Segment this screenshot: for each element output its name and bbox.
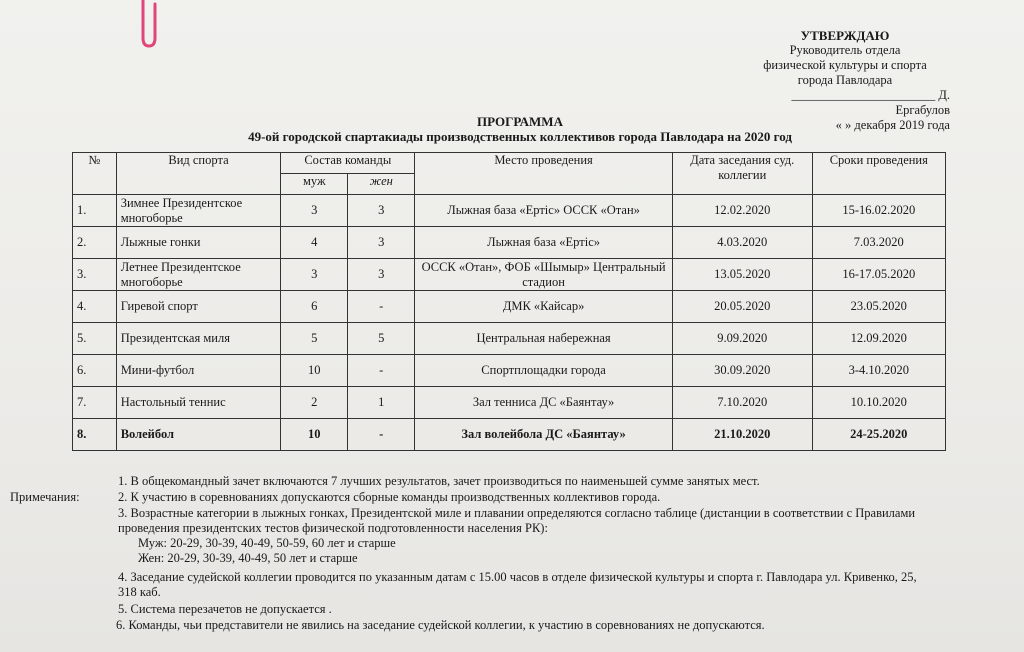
approval-line-3: города Павлодара: [797, 73, 893, 87]
row-place: Центральная набережная: [415, 323, 673, 355]
note-6: 6. Команды, чьи представители не явились на заседание судейской коллегии, к участию в соревнованиях не допускаются.: [116, 618, 765, 632]
row-sport: Президентская миля: [116, 323, 281, 355]
approval-heading: УТВЕРЖДАЮ: [800, 28, 890, 43]
row-meeting-date: 30.09.2020: [672, 355, 812, 387]
row-terms: 24-25.2020: [812, 419, 945, 451]
document-title: ПРОГРАММА: [477, 114, 563, 129]
row-meeting-date: 20.05.2020: [672, 291, 812, 323]
row-women: 3: [348, 227, 415, 259]
note-2: 2. К участию в соревнованиях допускаются сборные команды производственных коллективов города.: [118, 490, 661, 504]
paperclip-icon: [136, 0, 162, 48]
row-terms: 10.10.2020: [812, 387, 945, 419]
row-women: 5: [348, 323, 415, 355]
row-meeting-date: 4.03.2020: [672, 227, 812, 259]
row-women: -: [348, 419, 415, 451]
row-men: 6: [281, 291, 348, 323]
row-terms: 23.05.2020: [812, 291, 945, 323]
table-row: [73, 387, 946, 419]
row-men: 2: [281, 387, 348, 419]
row-place: Лыжная база «Ертiс»: [415, 227, 673, 259]
row-women: 3: [348, 259, 415, 291]
header-women: жен: [348, 174, 415, 195]
note-4-continued: 318 каб.: [118, 585, 161, 599]
table-row: [73, 291, 946, 323]
header-team: Состав команды: [281, 153, 415, 174]
row-sport: Летнее Президентское многоборье: [116, 259, 281, 291]
row-men: 10: [281, 355, 348, 387]
row-terms: 12.09.2020: [812, 323, 945, 355]
row-sport: Зимнее Президентское многоборье: [116, 195, 281, 227]
header-sport: Вид спорта: [116, 153, 281, 195]
table-row: [73, 227, 946, 259]
note-5: 5. Система перезачетов не допускается .: [118, 602, 332, 616]
note-3-women: Жен: 20-29, 30-39, 40-49, 50 лет и старше: [138, 551, 358, 565]
header-terms: Сроки проведения: [812, 153, 945, 195]
row-num: 5.: [73, 323, 117, 355]
row-meeting-date: 21.10.2020: [672, 419, 812, 451]
row-place: Зал волейбола ДС «Баянтау»: [415, 419, 673, 451]
row-women: -: [348, 291, 415, 323]
row-men: 10: [281, 419, 348, 451]
document-subtitle: 49-ой городской спартакиады производственных коллективов города Павлодара на 2020 год: [248, 129, 792, 144]
header-place: Место проведения: [415, 153, 673, 195]
row-women: -: [348, 355, 415, 387]
row-sport: Гиревой спорт: [116, 291, 281, 323]
row-place: ОССК «Отан», ФОБ «Шымыр» Центральный стадион: [415, 259, 673, 291]
row-terms: 16-17.05.2020: [812, 259, 945, 291]
table-row: [73, 259, 946, 291]
row-men: 4: [281, 227, 348, 259]
row-num: 7.: [73, 387, 117, 419]
row-num: 6.: [73, 355, 117, 387]
row-terms: 3-4.10.2020: [812, 355, 945, 387]
approval-line-1: Руководитель отдела: [789, 43, 901, 57]
row-men: 5: [281, 323, 348, 355]
row-num: 3.: [73, 259, 117, 291]
row-men: 3: [281, 259, 348, 291]
row-women: 3: [348, 195, 415, 227]
row-terms: 15-16.02.2020: [812, 195, 945, 227]
row-meeting-date: 13.05.2020: [672, 259, 812, 291]
row-men: 3: [281, 195, 348, 227]
row-meeting-date: 12.02.2020: [672, 195, 812, 227]
note-1: 1. В общекомандный зачет включаются 7 лучших результатов, зачет производиться по наименьшей сумме занятых мест.: [118, 474, 760, 488]
row-terms: 7.03.2020: [812, 227, 945, 259]
note-3-men: Муж: 20-29, 30-39, 40-49, 50-59, 60 лет и старше: [138, 536, 396, 550]
table-row: [73, 419, 946, 451]
approval-line-2: физической культуры и спорта: [763, 58, 927, 72]
row-place: Лыжная база «Ертiс» ОССК «Отан»: [415, 195, 673, 227]
row-place: Зал тенниса ДС «Баянтау»: [415, 387, 673, 419]
row-num: 2.: [73, 227, 117, 259]
header-meeting-date: Дата заседания суд. коллегии: [672, 153, 812, 195]
note-4: 4. Заседание судейской коллегии проводится по указанным датам с 15.00 часов в отделе физической культуры и спорта г. Павлодара ул. Кривенко, 25,: [118, 570, 917, 584]
header-men: муж: [281, 174, 348, 195]
table-row: [73, 355, 946, 387]
row-place: Спортплощадки города: [415, 355, 673, 387]
row-sport: Мини-футбол: [116, 355, 281, 387]
approval-signature-line: _______________________ Д. Ергабулов: [791, 88, 950, 117]
row-meeting-date: 9.09.2020: [672, 323, 812, 355]
note-3-continued: проведения президентских тестов физической подготовленности населения РК):: [118, 521, 548, 535]
row-sport: Волейбол: [116, 419, 281, 451]
table-row: [73, 323, 946, 355]
row-num: 1.: [73, 195, 117, 227]
approval-date: « » декабря 2019 года: [835, 118, 950, 132]
notes-label: Примечания:: [10, 490, 80, 504]
row-place: ДМК «Кайсар»: [415, 291, 673, 323]
table-row: [73, 195, 946, 227]
row-sport: Настольный теннис: [116, 387, 281, 419]
note-3: 3. Возрастные категории в лыжных гонках, Президентской миле и плавании определяются согласно таблице (дистанции в соответствии с Правилами: [118, 506, 916, 520]
row-num: 4.: [73, 291, 117, 323]
document-title-block: [120, 114, 920, 144]
row-sport: Лыжные гонки: [116, 227, 281, 259]
header-num: №: [73, 153, 117, 195]
row-num: 8.: [73, 419, 117, 451]
program-table: [72, 152, 946, 451]
row-meeting-date: 7.10.2020: [672, 387, 812, 419]
row-women: 1: [348, 387, 415, 419]
